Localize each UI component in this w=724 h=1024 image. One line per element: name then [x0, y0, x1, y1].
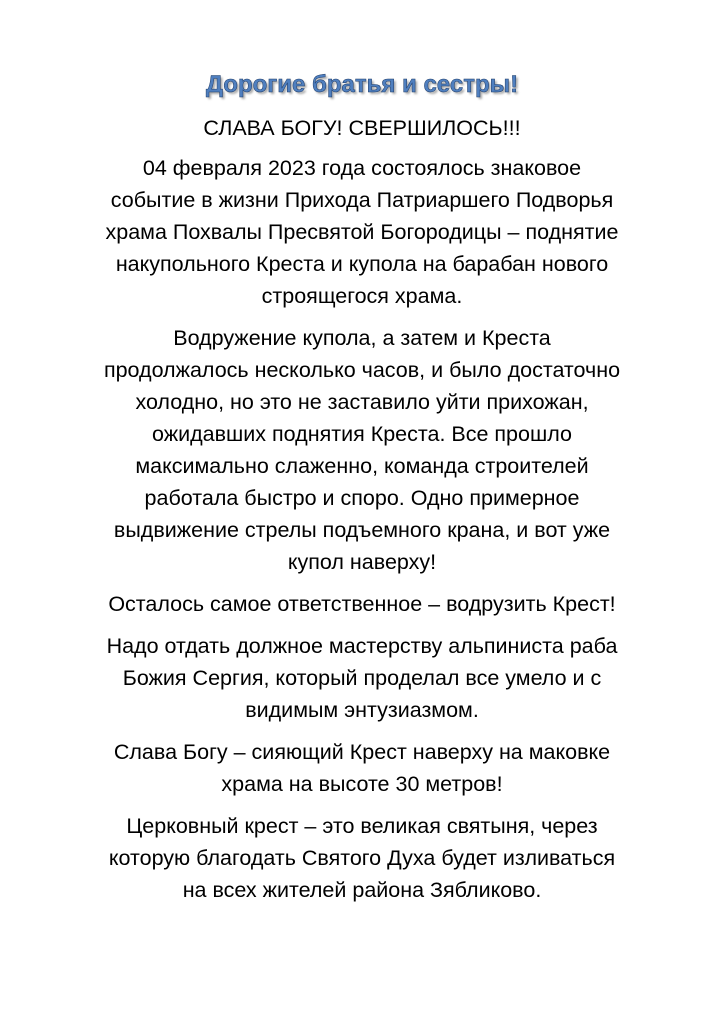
text-line: Водружение купола, а затем и Креста	[173, 326, 551, 350]
text-line: храма на высоте 30 метров!	[221, 772, 503, 796]
text-line: Церковный крест – это великая святыня, через	[126, 814, 598, 838]
paragraph-church-cross	[60, 810, 664, 906]
paragraph-exclamation	[60, 112, 664, 144]
text-line: выдвижение стрелы подъемного крана, и вот уже	[113, 518, 611, 542]
text-line: холодно, но это не заставило уйти прихожан,	[135, 390, 589, 414]
text-line: работала быстро и споро. Одно примерное	[144, 486, 580, 510]
text-line: СЛАВА БОГУ! СВЕРШИЛОСЬ!!!	[203, 116, 521, 140]
text-line: которую благодать Святого Духа будет изливаться	[108, 846, 616, 870]
text-line: Надо отдать должное мастерству альпиниста раба	[106, 634, 618, 658]
text-line: видимым энтузиазмом.	[245, 698, 479, 722]
text-line: событие в жизни Прихода Патриаршего Подворья	[110, 188, 614, 212]
text-line: продолжалось несколько часов, и было достаточно	[103, 358, 621, 382]
text-line: ожидавших поднятия Креста. Все прошло	[152, 422, 572, 446]
text-line: накупольного Креста и купола на барабан нового	[115, 252, 609, 276]
text-line: Слава Богу – сияющий Крест наверху на маковке	[113, 740, 611, 764]
text-line: на всех жителей района Зябликово.	[182, 878, 542, 902]
text-line: храма Похвалы Пресвятой Богородицы – поднятие	[105, 220, 619, 244]
paragraph-installation	[60, 322, 664, 578]
paragraph-remaining	[60, 588, 664, 620]
paragraph-event	[60, 152, 664, 312]
text-line: максимально слаженно, команда строителей	[135, 454, 589, 478]
text-line: строящегося храма.	[261, 284, 463, 308]
text-line: Осталось самое ответственное – водрузить Крест!	[108, 592, 616, 616]
paragraph-climber	[60, 630, 664, 726]
text-line: купол наверху!	[287, 550, 437, 574]
text-line: Божия Сергия, который проделал все умело и с	[122, 666, 602, 690]
page-title: Дорогие братья и сестры!	[205, 71, 519, 98]
text-line: 04 февраля 2023 года состоялось знаковое	[142, 156, 582, 180]
paragraph-glory	[60, 736, 664, 800]
